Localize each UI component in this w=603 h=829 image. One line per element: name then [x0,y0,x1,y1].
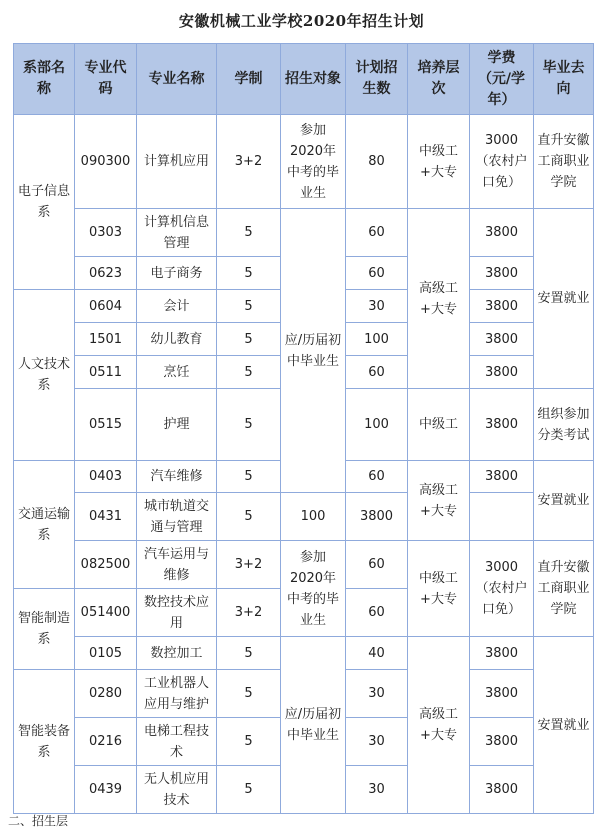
table-row [14,209,594,257]
destination-cell: 直升安徽工商职业学院 [534,541,594,637]
major-cell: 汽车运用与维修 [137,541,217,589]
quota-cell: 30 [346,290,408,323]
duration-cell: 5 [217,461,281,493]
duration-cell: 5 [217,637,281,670]
header-destination: 毕业去向 [534,44,594,115]
quota-cell: 100 [346,323,408,356]
duration-cell: 5 [217,493,281,541]
header-department: 系部名称 [14,44,75,115]
table-header-row [14,44,594,115]
target-cell: 参加2020年中考的毕业生 [281,115,346,209]
level-cell: 中级工 [408,389,470,461]
header-fee: 学费（元/学年） [470,44,534,115]
duration-cell: 5 [217,290,281,323]
level-cell: 中级工+大专 [408,115,470,209]
fee-cell: 3800 [470,718,534,766]
code-cell: 090300 [75,115,137,209]
major-cell: 护理 [137,389,217,461]
code-cell: 0303 [75,209,137,257]
department-cell: 智能装备系 [14,670,75,814]
duration-cell: 3+2 [217,541,281,589]
fee-cell: 3800 [470,766,534,814]
fee-cell: 3800 [470,461,534,493]
target-cell: 参加2020年中考的毕业生 [281,541,346,637]
fee-cell: 3000（农村户口免） [470,115,534,209]
major-cell: 烹饪 [137,356,217,389]
page-title: 安徽机械工业学校2020年招生计划 [178,12,425,30]
code-cell: 0431 [75,493,137,541]
quota-cell: 30 [346,670,408,718]
header-level: 培养层次 [408,44,470,115]
fee-cell: 3800 [470,389,534,461]
major-cell: 幼儿教育 [137,323,217,356]
quota-cell: 40 [346,637,408,670]
major-cell: 工业机器人应用与维护 [137,670,217,718]
destination-cell: 安置就业 [534,209,594,389]
table-row [14,637,594,670]
header-code: 专业代码 [75,44,137,115]
duration-cell: 5 [217,766,281,814]
quota-cell: 60 [346,541,408,589]
quota-cell: 60 [346,461,408,493]
quota-cell: 30 [346,718,408,766]
quota-cell: 60 [346,589,408,637]
code-cell: 0623 [75,257,137,290]
header-target: 招生对象 [281,44,346,115]
code-cell: 051400 [75,589,137,637]
major-cell: 计算机应用 [137,115,217,209]
code-cell: 0515 [75,389,137,461]
table-row [14,541,594,589]
code-cell: 0439 [75,766,137,814]
major-cell: 计算机信息管理 [137,209,217,257]
fee-cell: 3800 [346,493,408,541]
destination-cell: 直升安徽工商职业学院 [534,115,594,209]
major-cell: 城市轨道交通与管理 [137,493,217,541]
table-row [14,115,594,209]
quota-cell: 30 [346,766,408,814]
destination-cell: 组织参加分类考试 [534,389,594,461]
code-cell: 1501 [75,323,137,356]
destination-cell: 安置就业 [534,461,594,541]
duration-cell: 5 [217,670,281,718]
quota-cell: 100 [281,493,346,541]
major-cell: 无人机应用技术 [137,766,217,814]
enrollment-plan-table [13,43,594,814]
header-duration: 学制 [217,44,281,115]
level-cell: 中级工+大专 [408,541,470,637]
footer-text-fragment: 二、招生层 [8,814,69,828]
department-cell: 交通运输系 [14,461,75,589]
fee-cell: 3800 [470,209,534,257]
code-cell: 0216 [75,718,137,766]
major-cell: 电子商务 [137,257,217,290]
code-cell: 0280 [75,670,137,718]
fee-cell: 3800 [470,257,534,290]
quota-cell: 60 [346,356,408,389]
duration-cell: 3+2 [217,115,281,209]
duration-cell: 5 [217,718,281,766]
destination-cell: 安置就业 [534,637,594,814]
duration-cell: 5 [217,356,281,389]
code-cell: 082500 [75,541,137,589]
code-cell: 0511 [75,356,137,389]
table-row [14,493,594,541]
duration-cell: 5 [217,257,281,290]
major-cell: 汽车维修 [137,461,217,493]
code-cell: 0105 [75,637,137,670]
duration-cell: 5 [217,389,281,461]
department-cell: 智能制造系 [14,589,75,670]
level-cell: 高级工+大专 [408,209,470,389]
fee-cell: 3800 [470,290,534,323]
target-cell: 应/历届初中毕业生 [281,637,346,814]
major-cell: 会计 [137,290,217,323]
major-cell: 数控技术应用 [137,589,217,637]
target-cell: 应/历届初中毕业生 [281,209,346,493]
major-cell: 电梯工程技术 [137,718,217,766]
duration-cell: 3+2 [217,589,281,637]
header-major: 专业名称 [137,44,217,115]
quota-cell: 80 [346,115,408,209]
code-cell: 0403 [75,461,137,493]
fee-cell: 3000（农村户口免） [470,541,534,637]
code-cell: 0604 [75,290,137,323]
fee-cell: 3800 [470,637,534,670]
duration-cell: 5 [217,209,281,257]
fee-cell: 3800 [470,323,534,356]
fee-cell: 3800 [470,670,534,718]
level-cell: 高级工+大专 [408,461,470,541]
quota-cell: 100 [346,389,408,461]
quota-cell: 60 [346,257,408,290]
level-cell: 高级工+大专 [408,637,470,814]
quota-cell: 60 [346,209,408,257]
fee-cell: 3800 [470,356,534,389]
header-quota: 计划招生数 [346,44,408,115]
department-cell: 电子信息系 [14,115,75,290]
department-cell: 人文技术系 [14,290,75,461]
major-cell: 数控加工 [137,637,217,670]
duration-cell: 5 [217,323,281,356]
